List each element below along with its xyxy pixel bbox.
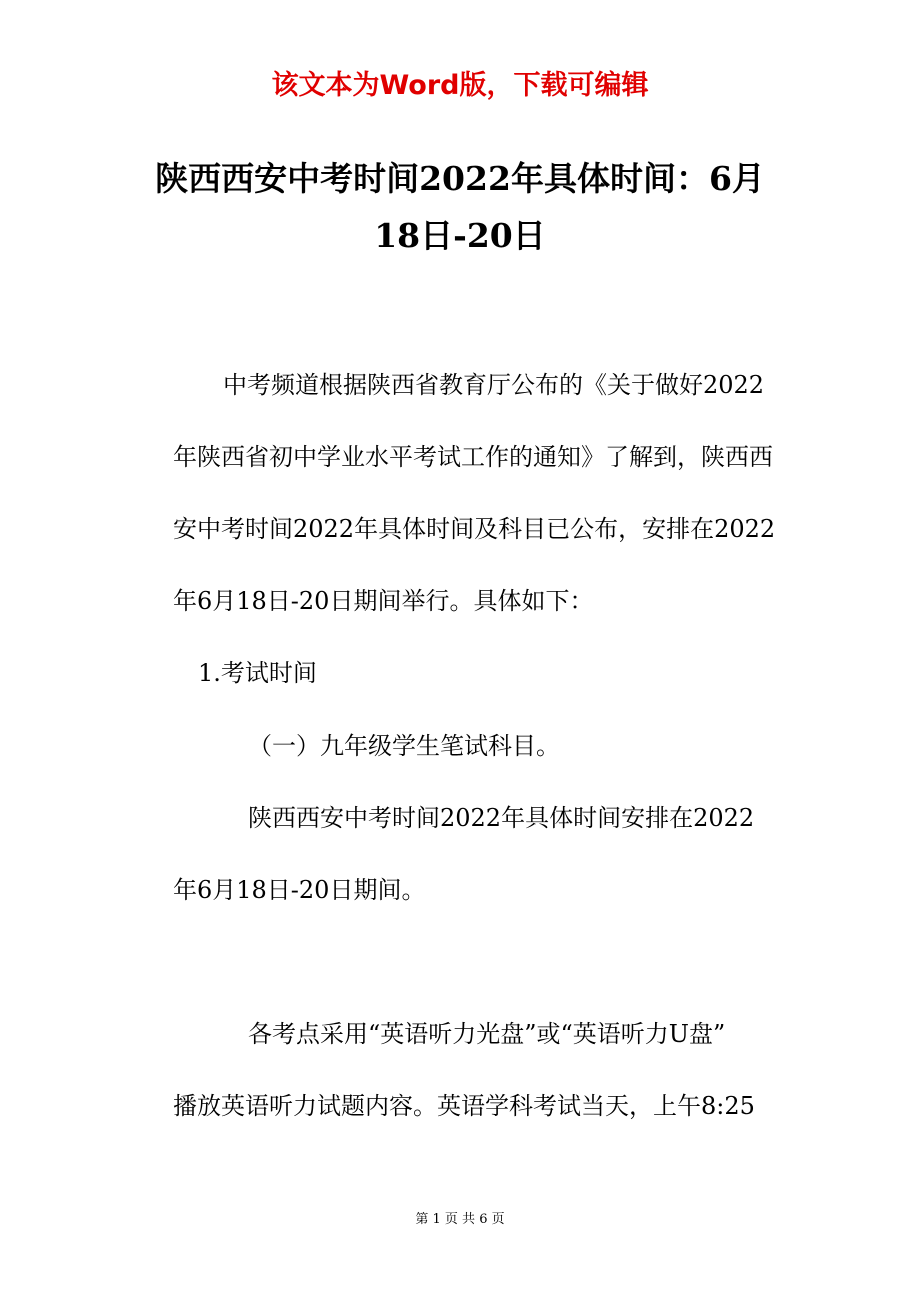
intro-paragraph — [173, 349, 788, 637]
page-number-footer: 第 1 页 共 6 页 — [415, 1212, 505, 1227]
paragraph-line: 中考频道根据陕西省教育厅公布的《关于做好2022 — [223, 371, 765, 399]
paragraph-line: 年陕西省初中学业水平考试工作的通知》了解到，陕西西 — [173, 443, 773, 471]
document-title — [120, 150, 800, 264]
title-line-2: 18日-20日 — [374, 216, 546, 255]
paragraph-line: 年6月18日-20日期间。 — [173, 876, 426, 904]
subsection-heading: （一）九年级学生笔试科目。 — [248, 732, 560, 760]
paragraph-line: 年6月18日-20日期间举行。具体如下： — [173, 587, 594, 615]
title-line-1: 陕西西安中考时间2022年具体时间：6月 — [155, 159, 765, 198]
paragraph-line: 安中考时间2022年具体时间及科目已公布，安排在2022 — [173, 515, 776, 543]
editable-notice-banner: 该文本为Word版，下载可编辑 — [271, 70, 649, 101]
paragraph-line: 陕西西安中考时间2022年具体时间安排在2022 — [248, 804, 755, 832]
schedule-paragraph — [173, 782, 788, 926]
paragraph-line: 各考点采用“英语听力光盘”或“英语听力U盘” — [248, 1020, 726, 1048]
paragraph-line: 播放英语听力试题内容。英语学科考试当天，上午8:25 — [173, 1092, 755, 1120]
listening-paragraph — [173, 998, 788, 1142]
section-heading: 1.考试时间 — [198, 659, 317, 687]
